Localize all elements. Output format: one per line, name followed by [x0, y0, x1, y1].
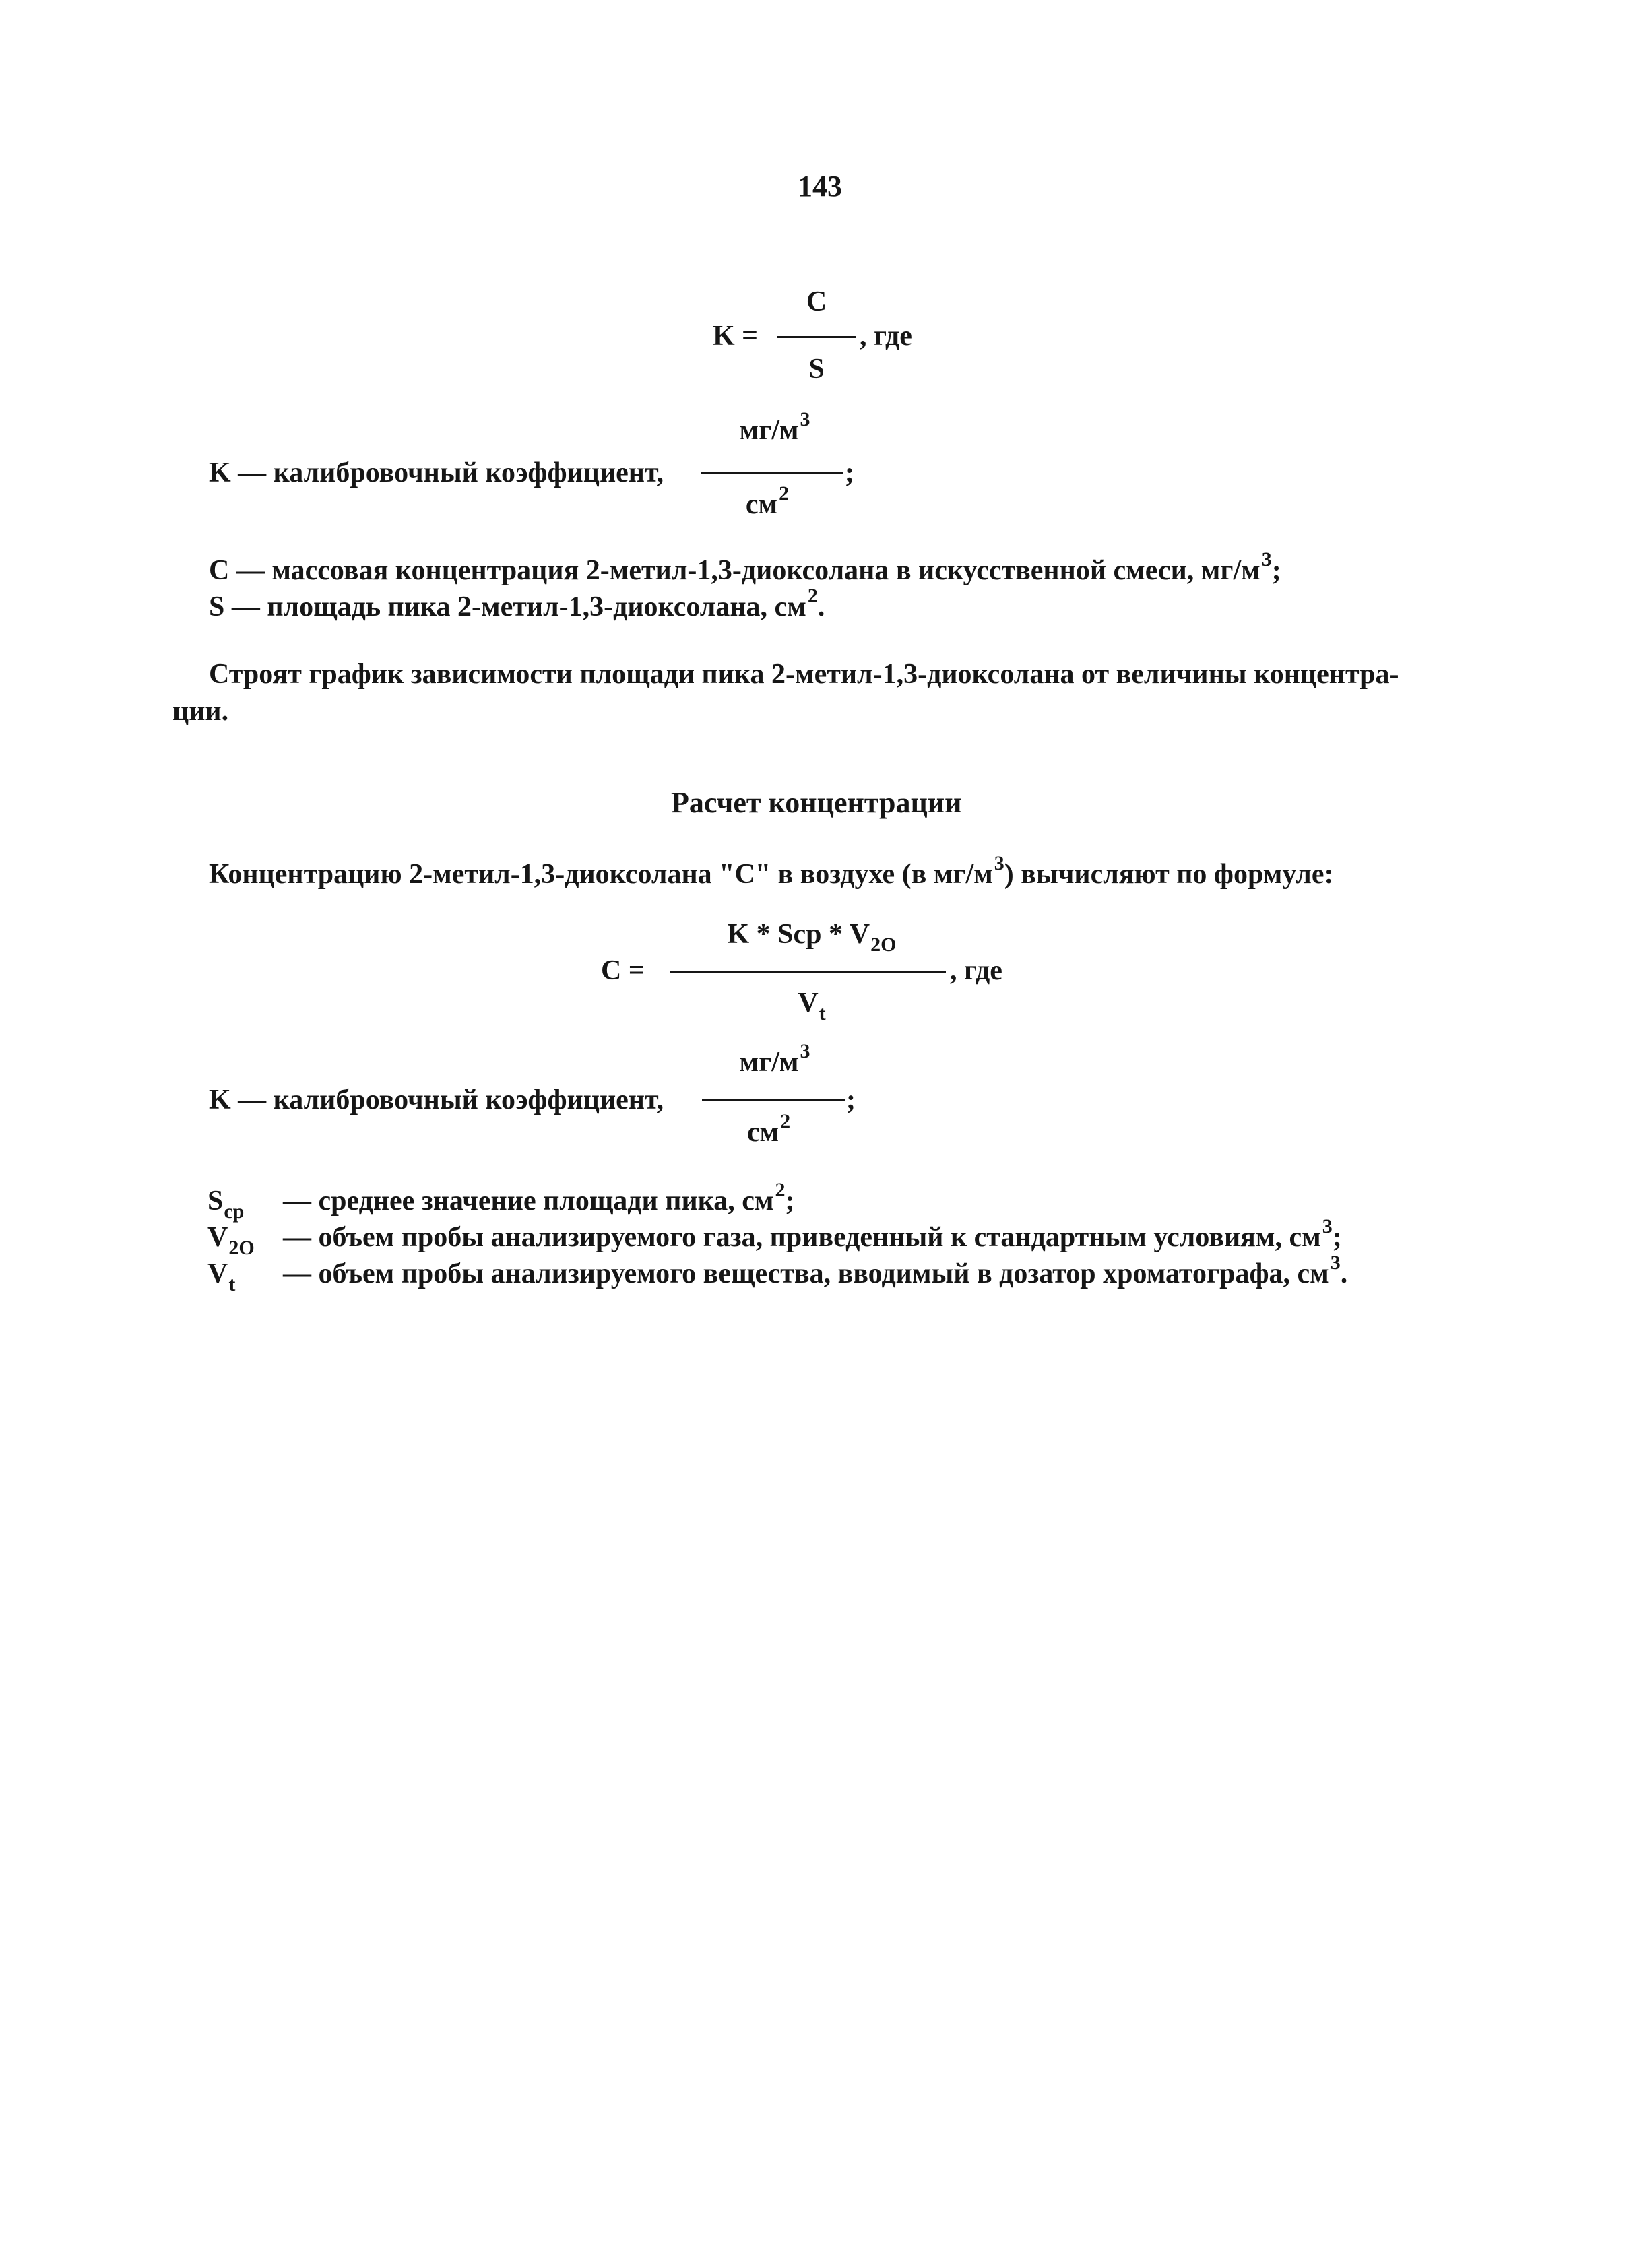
- formula-k-fraction-bar: [777, 336, 856, 338]
- graph-paragraph-line-1: Строят график зависимости площади пика 2-метил-1,3-диоксолана от величины концентра-: [209, 659, 1399, 690]
- formula-k-denominator: S: [808, 354, 825, 385]
- k-unit-numerator: $мг/м^3$: [739, 1040, 810, 1078]
- k-definition-text: K — калибровочный коэффициент,: [209, 1084, 664, 1115]
- formula-c-suffix: , где: [950, 955, 1002, 986]
- k-unit-denominator: $см^2$: [745, 482, 790, 520]
- k-unit-fraction-bar: [701, 472, 843, 474]
- c-definition: C — массовая концентрация 2-метил-1,3-диоксолана в искусственной смеси, $мг/м^3$;: [209, 548, 1281, 586]
- k-unit-numerator: $мг/м^3$: [739, 408, 810, 446]
- formula-c-lhs: C =: [601, 955, 645, 986]
- section-heading: Расчет концентрации: [671, 786, 962, 819]
- s-definition: S — площадь пика 2-метил-1,3-диоксолана, $см^2$.: [209, 585, 825, 622]
- formula-k-lhs: K =: [713, 321, 759, 352]
- k-definition-text: K — калибровочный коэффициент,: [209, 457, 664, 488]
- concentration-intro: Концентрацию 2-метил-1,3-диоксолана "C" в воздухе (в $мг/м^3$) вычисляют по формуле:: [209, 852, 1334, 890]
- formula-k-numerator: C: [806, 286, 827, 317]
- graph-paragraph-line-2: ции.: [172, 696, 229, 727]
- formula-k-suffix: , где: [860, 321, 912, 352]
- k-unit-semicolon: ;: [846, 1084, 856, 1115]
- formula-c-fraction-bar: [670, 971, 946, 973]
- definition-item-v2o: $V_{2O}$ — объем пробы анализируемого газа, приведенный к стандартным условиям, $см^3$;: [207, 1215, 1342, 1259]
- k-unit-fraction-bar: [702, 1099, 845, 1101]
- k-unit-semicolon: ;: [845, 457, 854, 488]
- definition-item-scp: $S_{cp}$ — среднее значение площади пика, $см^2$;: [207, 1179, 795, 1223]
- formula-c-denominator: $V_t$: [798, 987, 826, 1025]
- page-number: 143: [798, 170, 842, 203]
- definition-item-vt: $V_t$ — объем пробы анализируемого вещества, вводимый в дозатор хроматографа, $см^3$.: [207, 1252, 1348, 1295]
- formula-c-numerator: K * Scp * $V_{2O}$: [727, 919, 897, 956]
- k-unit-denominator: $см^2$: [746, 1110, 791, 1148]
